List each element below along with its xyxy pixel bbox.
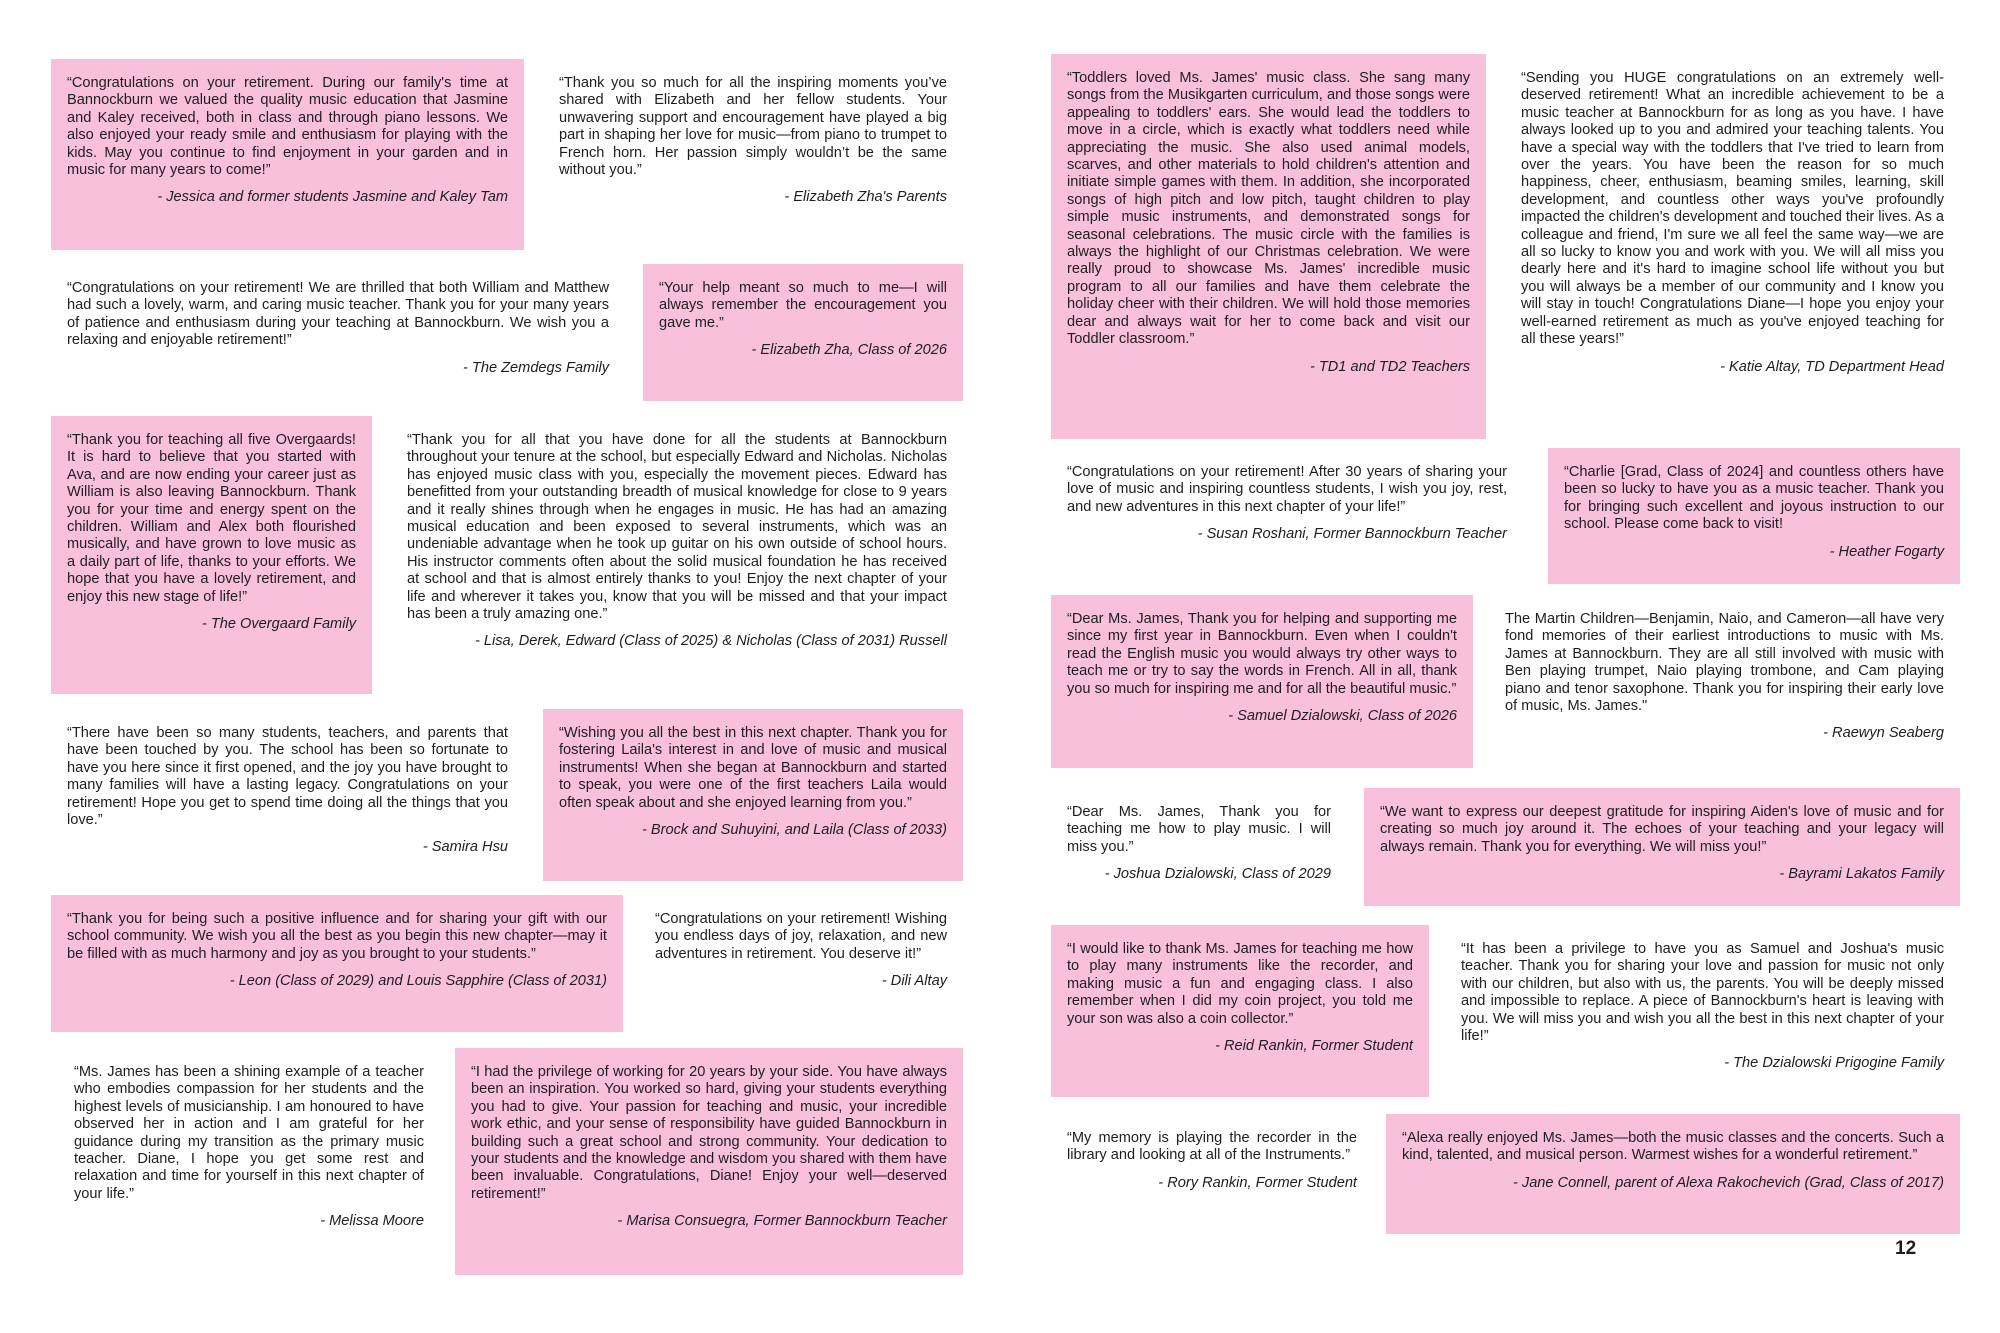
tribute-card [58,1048,440,1258]
tribute-card [51,895,623,1032]
tribute-message: “Dear Ms. James, Thank you for helping and supporting me since my first year in Bannockburn. Even when I couldn't read the English music you would always try other ways to teach me or try to say the words in French. All in all, thank you so much for inspiring me and for all the beautiful music.” [1067,611,1457,697]
tribute-card [51,416,372,694]
tribute-card [51,59,524,250]
tribute-message: “I had the privilege of working for 20 years by your side. You have always been an inspiration. You worked so hard, giving your students everything you had to give. Your passion for teaching and music, your incredible work ethic, and your sense of responsibility have guided Bannockburn in building such a great school and strong community. Your dedication to your students and the knowledge and wisdom you shared with them have been invaluable. Congratulations, Diane! Enjoy your well—deserved retirement!” [471,1064,947,1202]
tribute-signature: - Melissa Moore [320,1213,424,1230]
tribute-message: “Congratulations on your retirement. During our family's time at Bannockburn we valued the quality music education that Jasmine and Kaley received, both in class and through piano lessons. We also enjoyed your ready smile and enthusiasm for playing with the kids. May you continue to find enjoyment in your garden and in music for many years to come!” [67,75,508,179]
tribute-card [51,709,524,869]
tribute-message: “Wishing you all the best in this next chapter. Thank you for fostering Laila's interest in and love of music and musical instruments! When she began at Bannockburn and started to speak, you were one of the first teachers Laila would often speak about and she enjoyed learning from you.” [559,725,947,811]
tribute-signature: - Samira Hsu [422,839,508,856]
tribute-signature: - Bayrami Lakatos Family [1779,866,1944,883]
tribute-signature: - Elizabeth Zha's Parents [784,189,947,206]
tribute-message: “We want to express our deepest gratitude for inspiring Aiden's love of music and for creating so much joy around it. The echoes of your teaching and your legacy will always remain. Thank you for everything. We will miss you!” [1380,804,1944,855]
tribute-card [639,895,963,1025]
tribute-message: “Congratulations on your retirement! We are thrilled that both William and Matthew had such a lovely, warm, and caring music teacher. Thank you for your many years of patience and enthusiasm during your teaching at Bannockburn. We wish you a relaxing and enjoyable retirement!” [67,280,609,349]
tribute-message: “Charlie [Grad, Class of 2024] and countless others have been so lucky to have you as a music teacher. Thank you for bringing such excellent and joyous instruction to our school. Please come back to visit! [1564,464,1944,533]
tribute-card [455,1048,963,1275]
tribute-card [1051,54,1486,439]
tribute-card [1489,595,1960,755]
tribute-signature: - Marisa Consuegra, Former Bannockburn Teacher [617,1213,947,1230]
tribute-card [1051,925,1429,1097]
tribute-message: “I would like to thank Ms. James for teaching me how to play many instruments like the recorder, and making music a fun and engaging class. I also remember when I did my coin project, you told me your son was also a coin collector.” [1067,941,1413,1027]
tribute-card [1051,788,1347,903]
tribute-message: “Your help meant so much to me—I will always remember the encouragement you gave me.” [659,280,947,331]
tribute-card [1051,1114,1373,1224]
tribute-message: “Ms. James has been a shining example of a teacher who embodies compassion for her students and the highest levels of musicianship. I am honoured to have observed her in action and I am grateful for her guidance during my transition as the primary music teacher. Diane, I hope you get some rest and relaxation and time for yourself in this next chapter of your life.” [74,1064,424,1202]
tribute-card [51,264,625,394]
tribute-message: “Dear Ms. James, Thank you for teaching me how to play music. I will miss you.” [1067,804,1331,855]
tribute-signature: - Rory Rankin, Former Student [1158,1174,1357,1191]
tribute-message: “Alexa really enjoyed Ms. James—both the music classes and the concerts. Such a kind, talented, and musical person. Warmest wishes for a wonderful retirement.” [1402,1130,1944,1164]
tribute-card [1445,925,1960,1085]
tribute-message: “Thank you for all that you have done for all the students at Bannockburn throughout your tenure at the school, but especially Edward and Nicholas. Nicholas has enjoyed music class with you, especially the movement pieces. Edward has benefitted from your outstanding breadth of musical knowledge for close to 9 years and it really shines through when he engages in music. He has had an amazing musical education and been exposed to several instruments, which was an undeniable advantage when he took up guitar on his own outside of school hours. His instructor comments often about the solid musical foundation he has received at school and that is almost entirely thanks to you! Enjoy the next chapter of your life and wherever it takes you, know that you will be missed and that your impact has been a truly amazing one.” [407,432,947,623]
tribute-message: “It has been a privilege to have you as Samuel and Joshua's music teacher. Thank you for sharing your love and passion for music not only with our children, but also with us, the parents. You will be deeply missed and impossible to replace. A piece of Bannockburn's heart is leaving with you. We will miss you and wish you all the best in this next chapter of your life!” [1461,941,1944,1045]
tribute-message: “Thank you so much for all the inspiring moments you’ve shared with Elizabeth and her fellow students. Your unwavering support and encouragement have played a big part in shaping her love for music—from piano to trumpet to French horn. Her passion simply wouldn’t be the same without you.” [559,75,947,179]
tribute-message: “Thank you for teaching all five Overgaards! It is hard to believe that you started with Ava, and are now ending your career just as William is also leaving Bannockburn. Thank you for your time and energy spent on the children. William and Alex both flourished musically, and have grown to love music as a daily part of life, thanks to your efforts. We hope that you have a lovely retirement, and enjoy this new stage of life!” [67,432,356,605]
page-number: 12 [1895,1238,1917,1259]
tribute-message: “Toddlers loved Ms. James' music class. She sang many songs from the Musikgarten curriculum, and those songs were appealing to toddlers' ears. She would lead the toddlers to move in a circle, which is exactly what toddlers need while appreciating the music. She also used animal models, scarves, and other materials to hold children's attention and initiate simple games with them. In addition, she incorporated songs of high pitch and low pitch, taught children to play simple music instruments, and demonstrated songs for seasonal celebrations. The music circle with the families is always the highlight of our Christmas celebration. We were really proud to showcase Ms. James' incredible music program to all our families and have them celebrate the holiday cheer with their children. We will hold those memories dear and always wait for her to come back and visit our Toddler classroom.” [1067,70,1470,348]
tribute-card [543,59,963,239]
tribute-signature: - Raewyn Seaberg [1823,725,1944,742]
tribute-card [543,709,963,881]
tribute-signature: - Heather Fogarty [1829,543,1944,560]
tribute-card [1548,448,1960,584]
tribute-card [1051,595,1473,768]
tribute-card [1505,54,1960,429]
tribute-signature: - The Zemdegs Family [463,359,609,376]
tribute-signature: - Susan Roshani, Former Bannockburn Teacher [1197,526,1507,543]
tribute-signature: - Brock and Suhuyini, and Laila (Class of 2033) [641,822,947,839]
tribute-signature: - Samuel Dzialowski, Class of 2026 [1228,708,1457,725]
tribute-signature: - Katie Altay, TD Department Head [1720,358,1944,375]
tribute-signature: - Joshua Dzialowski, Class of 2029 [1104,866,1331,883]
tribute-signature: - TD1 and TD2 Teachers [1309,358,1470,375]
tribute-signature: - The Overgaard Family [201,616,356,633]
tribute-signature: - Dili Altay [881,973,947,990]
tribute-signature: - Reid Rankin, Former Student [1215,1038,1413,1055]
tribute-message: “Thank you for being such a positive influence and for sharing your gift with our school community. We wish you all the best as you begin this new chapter—may it be filled with as much harmony and joy as you brought to your students.” [67,911,607,962]
tribute-message: “There have been so many students, teachers, and parents that have been touched by you. The school has been so fortunate to have you here since it first opened, and the joy you have brought to many families will have a lasting legacy. Congratulations on your retirement! Hope you get to spend time doing all the things that you love.” [67,725,508,829]
tribute-card [1386,1114,1960,1234]
tribute-card [1364,788,1960,906]
tribute-signature: - Leon (Class of 2029) and Louis Sapphire (Class of 2031) [229,973,607,990]
tribute-message: The Martin Children—Benjamin, Naio, and Cameron—all have very fond memories of their earliest introductions to music with Ms. James at Bannockburn. They are all still involved with music with Ben playing trumpet, Naio playing trombone, and Cam playing piano and tenor saxophone. Thank you for inspiring their early love of music, Ms. James." [1505,611,1944,715]
tribute-signature: - Jessica and former students Jasmine and Kaley Tam [157,189,508,206]
tribute-signature: - Jane Connell, parent of Alexa Rakochevich (Grad, Class of 2017) [1512,1174,1944,1191]
tribute-message: “Congratulations on your retirement! After 30 years of sharing your love of music and inspiring countless students, I wish you joy, rest, and new adventures in this next chapter of your life!” [1067,464,1507,515]
tribute-signature: - The Dzialowski Prigogine Family [1724,1055,1944,1072]
tribute-message: “Sending you HUGE congratulations on an extremely well-deserved retirement! What an incredible achievement to be a music teacher at Bannockburn for as long as you have. I have always looked up to you and admired your teaching talents. You have a special way with the toddlers that I've tried to learn from over the years. You have been the reason for so much happiness, cheer, enthusiasm, beaming smiles, learning, skill development, and countless other ways you've profoundly impacted the children's development and touched their lives. As a colleague and friend, I'm sure we all feel the same way—we are all so lucky to know you and work with you. We will all miss you dearly here and it's hard to imagine school life without you but you will always be a member of our community and I know you will stay in touch! Congratulations Diane—I hope you enjoy your well-earned retirement as much as you've enjoyed teaching for all these years!” [1521,70,1945,348]
tribute-card [643,264,963,401]
tribute-message: “Congratulations on your retirement! Wishing you endless days of joy, relaxation, and new adventures in retirement. You deserve it!” [655,911,947,962]
tribute-card [391,416,963,694]
tribute-card [1051,448,1523,568]
tribute-signature: - Elizabeth Zha, Class of 2026 [751,342,947,359]
tribute-signature: - Lisa, Derek, Edward (Class of 2025) & Nicholas (Class of 2031) Russell [474,633,947,650]
tribute-message: “My memory is playing the recorder in the library and looking at all of the Instruments.” [1067,1130,1357,1164]
